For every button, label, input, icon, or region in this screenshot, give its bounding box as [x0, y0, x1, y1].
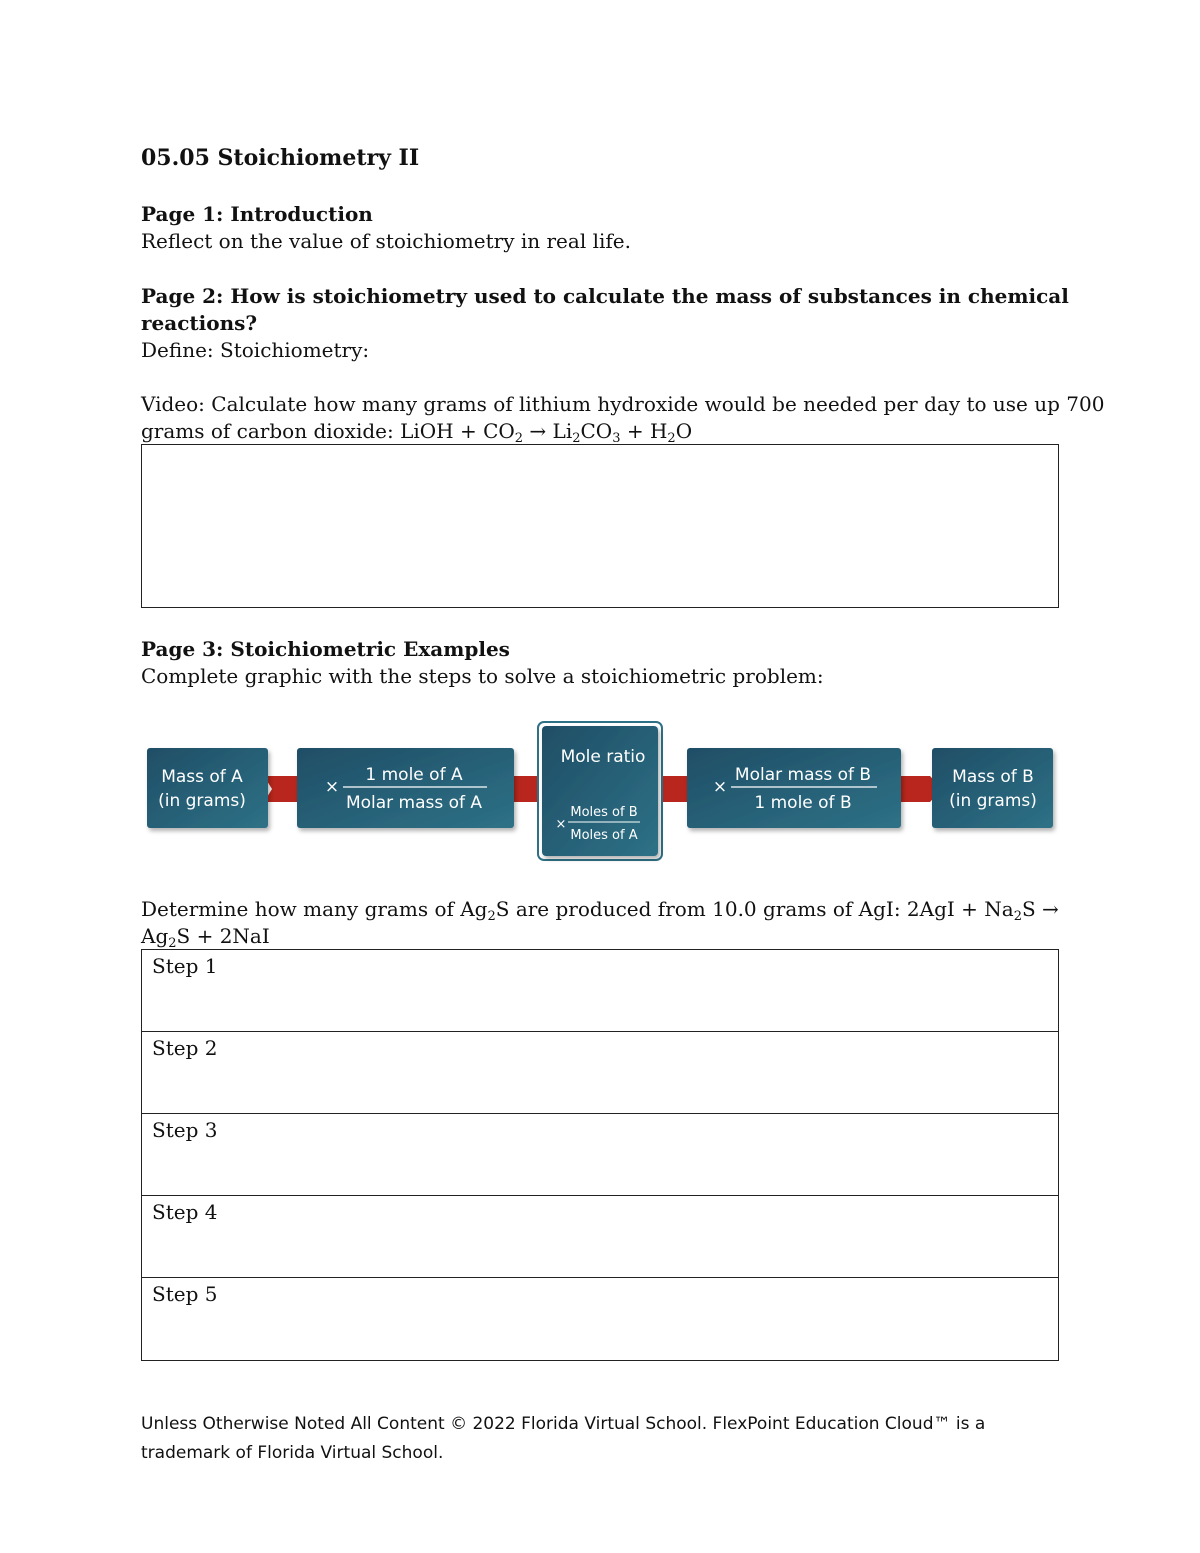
- video-answer-box[interactable]: [141, 444, 1059, 608]
- stoichiometry-flow-diagram: [140, 718, 1060, 866]
- page1-heading: Page 1: Introduction: [141, 202, 373, 226]
- mass-b-label: Mass of B: [952, 767, 1034, 787]
- molar-mass-b-numerator: Molar mass of B: [734, 765, 872, 785]
- footer-line2: trademark of Florida Virtual School.: [141, 1443, 444, 1463]
- problem-line2: $Ag_2S + 2NaI$: [141, 924, 270, 951]
- page2-heading-line1: Page 2: How is stoichiometry used to calculate the mass of substances in chemical: [141, 284, 1069, 308]
- moles-a-denominator: Moles of A: [570, 828, 638, 843]
- step-row[interactable]: Step 4: [142, 1196, 1058, 1278]
- page3-heading: Page 3: Stoichiometric Examples: [141, 637, 510, 661]
- step-row[interactable]: Step 3: [142, 1114, 1058, 1196]
- problem-line1: Determine how many grams of $Ag_2S$ are produced from 10.0 grams of AgI: $2AgI + Na_2S$ →: [141, 897, 1059, 924]
- step-row[interactable]: Step 2: [142, 1032, 1058, 1114]
- mass-b-units: (in grams): [949, 791, 1037, 811]
- document-title: 05.05 Stoichiometry II: [141, 145, 420, 171]
- mass-a-label: Mass of A: [161, 767, 243, 787]
- page2-heading-line2: reactions?: [141, 311, 258, 335]
- times-sign-3: ×: [712, 777, 728, 797]
- convert-to-mass-box: [687, 748, 901, 828]
- page3-text: Complete graphic with the steps to solve a stoichiometric problem:: [141, 664, 824, 688]
- one-mole-a-numerator: 1 mole of A: [365, 765, 463, 785]
- molar-mass-a-denominator: Molar mass of A: [345, 793, 483, 813]
- moles-b-numerator: Moles of B: [570, 805, 638, 820]
- footer: [141, 1410, 1041, 1468]
- mass-b-box: [932, 748, 1053, 828]
- page1-text: Reflect on the value of stoichiometry in real life.: [141, 229, 631, 253]
- mass-a-box: [147, 748, 268, 828]
- video-prompt-line2: grams of carbon dioxide: LiOH + $CO_2 \to Li_2CO_3 + H_2O$: [141, 419, 693, 446]
- video-prompt-line1: Video: Calculate how many grams of lithium hydroxide would be needed per day to use up 700: [141, 392, 1105, 416]
- times-sign-2: ×: [555, 817, 567, 832]
- mole-ratio-label: Mole ratio: [560, 747, 646, 767]
- mole-ratio-box: [538, 722, 662, 860]
- one-mole-b-denominator: 1 mole of B: [754, 793, 852, 813]
- step-row[interactable]: Step 5: [152, 1282, 218, 1306]
- step-row[interactable]: Step 1: [142, 950, 1058, 1032]
- mass-a-units: (in grams): [158, 791, 246, 811]
- times-sign-1: ×: [324, 777, 340, 797]
- steps-table: [141, 949, 1059, 1361]
- footer-line1: Unless Otherwise Noted All Content © 2022 Florida Virtual School. FlexPoint Education Cloud™ is a: [141, 1414, 986, 1434]
- convert-to-moles-box: [297, 748, 514, 828]
- define-stoichiometry: Define: Stoichiometry:: [141, 338, 370, 362]
